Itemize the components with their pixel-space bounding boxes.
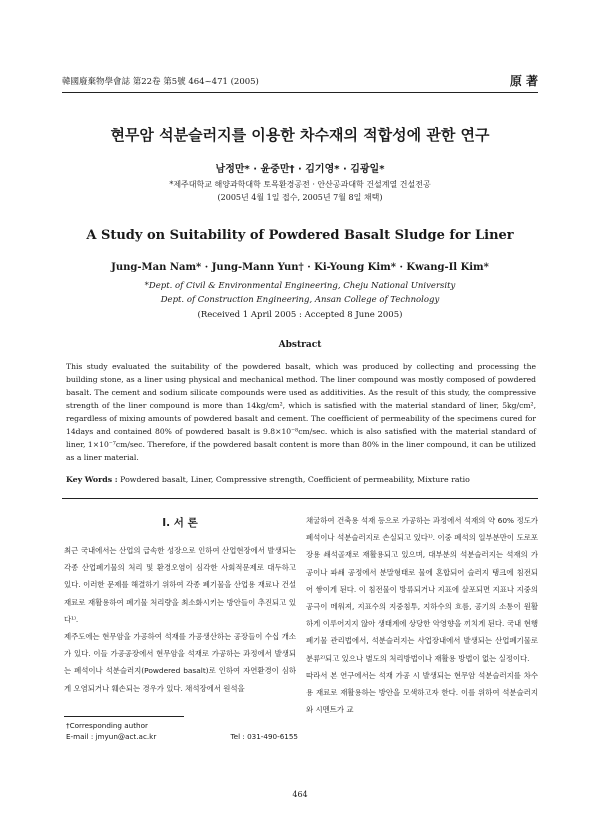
footnote-corresponding: †Corresponding author (66, 721, 148, 730)
page-number: 464 (292, 790, 308, 799)
keywords-label: Key Words : (66, 475, 118, 484)
korean-title: 현무암 석분슬러지를 이용한 차수재의 적합성에 관한 연구 (110, 126, 490, 144)
journal-citation: 韓國廢棄物學會誌 第22卷 第5號 464~471 (2005) (62, 77, 259, 87)
body-paragraph: 최근 국내에서는 산업의 급속한 성장으로 인하여 산업현장에서 발생되는 각종 산업폐기물의 처리 및 환경오염이 심각한 사회적문제로 대두하고 있다. 이러한 문제를 해결하기 위하여 각종 폐기물을 산업용 재료나 건설재료로 재활용하여 폐기물 처리량을 최소화시키는 방안들이 추진되고 있다¹⁾. (64, 546, 296, 624)
abstract-heading: Abstract (278, 340, 322, 350)
english-authors: Jung-Man Nam* · Jung-Mann Yun† · Ki-Young Kim* · Kwang-Il Kim* (111, 262, 489, 273)
korean-dates: (2005년 4월 1일 접수, 2005년 7월 8일 채택) (217, 193, 383, 202)
footnote (66, 720, 298, 742)
keywords-text: Powdered basalt, Liner, Compressive strength, Coefficient of permeability, Mixture ratio (120, 475, 470, 484)
footnote-email: E-mail : jmyun@act.ac.kr (66, 732, 157, 741)
section-divider (62, 498, 538, 499)
abstract-text: This study evaluated the suitability of the powdered basalt, which was produced by collecting and processing the building stone, as a liner using physical and mechanical method. The liner compound was mostly composed of powdered basalt. The cement and sodium silicate compounds were used as additivities. As the result of this study, the compressive strength of the liner compound is more than 14kg/cm², which is satisfied with the material standard of liner, 5kg/cm², regardless of mixing amounts of powdered basalt and cement. The coefficient of permeability of the specimens cured for 14days and contained 80% of powdered basalt is 9.8×10⁻⁸cm/sec. which is also satisfied with the material standard of liner, 1×10⁻⁷cm/sec. Therefore, if the powdered basalt content is more than 80% in the liner compound, it can be utilized as a liner material. (66, 362, 536, 462)
footnote-contact (66, 731, 298, 742)
body-paragraph: 따라서 본 연구에서는 석재 가공 시 발생되는 현무암 석분슬러지를 차수용 재료로 재활용하는 방안을 모색하고자 한다. 이를 위하여 석분슬러지와 시멘트가 교 (306, 670, 538, 715)
keywords (66, 475, 536, 484)
english-affiliation (0, 280, 600, 307)
korean-authors: 남정만* · 윤중만† · 김기영* · 김광일* (215, 164, 385, 175)
footnote-tel: Tel : 031-490-6155 (230, 732, 298, 741)
english-affiliation-2: Dept. of Construction Engineering, Ansan College of Technology (160, 294, 440, 305)
article-type: 原 著 (509, 74, 538, 88)
running-header (62, 72, 538, 93)
korean-affiliation-line: *제주대학교 해양과학대학 토목환경공전 · 안산공과대학 건설계열 건설전공 (169, 180, 431, 189)
introduction-heading: I. 서 론 (162, 517, 198, 529)
english-title: A Study on Suitability of Powdered Basalt Sludge for Liner (86, 228, 514, 243)
body-paragraph: 제주도에는 현무암을 가공하여 석재를 가공생산하는 공장들이 수십 개소가 있다. 이들 가공공장에서 현무암을 석재로 가공하는 과정에서 발생되는 폐석이나 석분슬러지(Powdered basalt)로 인하여 자연환경이 심하게 오염되거나 훼손되는 경우가 있다. 채석장에서 원석을 (64, 632, 296, 693)
received-dates: (Received 1 April 2005 : Accepted 8 June 2005) (197, 310, 403, 320)
footnote-divider (64, 716, 184, 717)
body-right-column (306, 512, 538, 718)
body-left-column (64, 512, 296, 697)
korean-affiliation (0, 178, 600, 204)
body-paragraph: 채굴하여 건축용 석재 등으로 가공하는 과정에서 석재의 약 60% 정도가 폐석이나 석분슬러지로 손실되고 있다¹⁾. 이중 폐석의 일부분만이 도로포장용 쇄석골재로 재활용되고 있으며, 대부분의 석분슬러지는 석재의 가공이나 파쇄 공정에서 분말형태로 물에 혼합되어 슬러지 탱크에 침전되어 쌓이게 된다. 이 침전물이 방류되거나 지표에 살포되면 지표나 지중의 공극이 메워져, 지표수의 지중침투, 지하수의 흐름, 공기의 소통이 원활하게 이루어지지 않아 생태계에 상당한 악영향을 끼치게 된다. 국내 현행 폐기물 관리법에서, 석분슬러지는 사업장내에서 발생되는 산업폐기물로 분류²⁾되고 있으나 별도의 처리방법이나 재활용 방법이 없는 실정이다. (306, 516, 538, 663)
english-affiliation-1: *Dept. of Civil & Environmental Engineering, Cheju National University (144, 281, 456, 291)
